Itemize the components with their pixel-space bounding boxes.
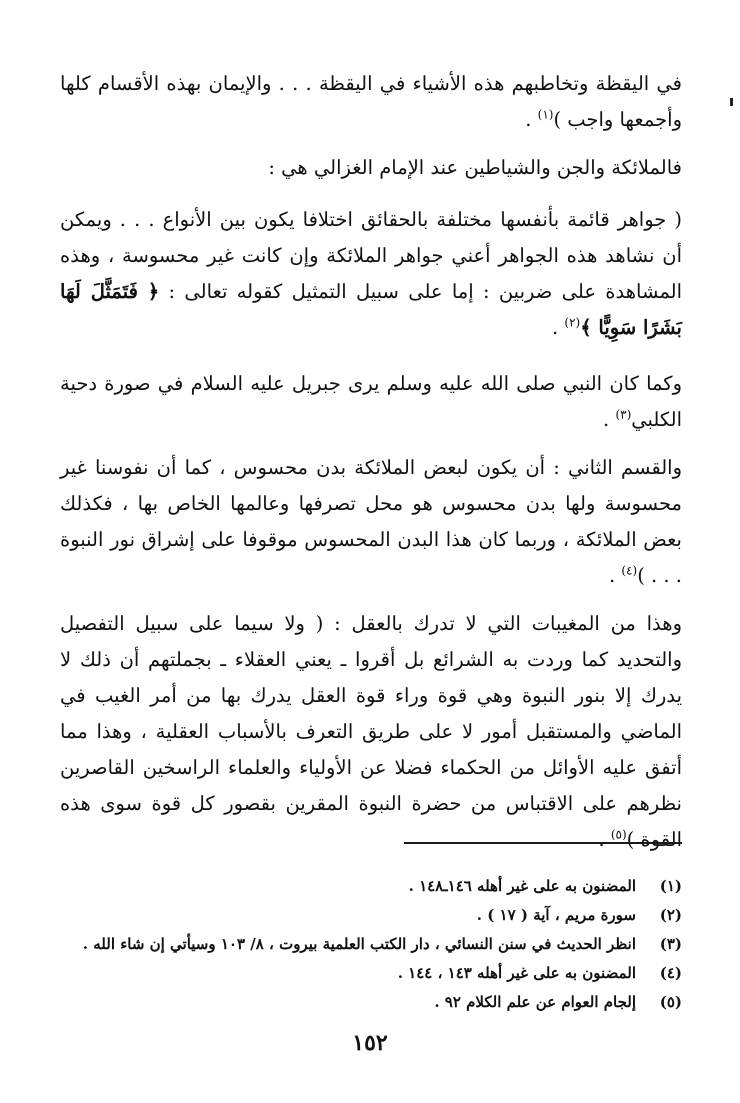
footnote-text: المضنون به على غير أهله ١٤٣ ، ١٤٤ . (397, 964, 636, 982)
footnote-item (42, 930, 682, 959)
footnote-number: (١) (659, 877, 682, 895)
footnote-number: (٢) (659, 906, 682, 924)
footnote-ref-5[interactable]: (٥) (610, 827, 627, 842)
footnote-text: سورة مريم ، آية ( ١٧ ) . (476, 906, 636, 924)
footnotes-list (42, 872, 682, 1017)
footnote-ref-2[interactable]: (٢) (564, 315, 581, 330)
footnote-ref-3[interactable]: (٣) (615, 407, 632, 422)
footnote-number: (٤) (659, 964, 682, 982)
paragraph-4: وكما كان النبي صلى الله عليه وسلم يرى جبريل عليه السلام في صورة دحية الكلبي$^{(٣)}$ . (60, 372, 682, 431)
footnote-item (42, 872, 682, 901)
paragraph-6: وهذا من المغيبات التي لا تدرك بالعقل : ( ولا سيما على سبيل التفصيل والتحديد كما وردت به الشرائع بل أقروا ـ يعني العقلاء ـ بجملتهم أن ذلك لا يدرك إلا بنور النبوة وهي قوة وراء قوة العقل يدرك بها من أمر الغيب في الماضي والمستقبل أمور لا على طريق التعرف بالأسباب العقلية ، وهذا مما أتفق عليه الأوائل من الحكماء فضلا عن الأولياء والعلماء الراسخين القاصرين نظرهم على الاقتباس من حضرة النبوة المقرين بقصور كل قوة سوى هذه القوة )$^{(٥)}$ . (60, 612, 682, 851)
footnote-divider (404, 842, 682, 844)
paragraph-1: في اليقظة وتخاطبهم هذه الأشياء في اليقظة . . . والإيمان بهذه الأقسام كلها وأجمعها واجب )$^{(١)}$ . (60, 72, 682, 131)
footnote-item (42, 988, 682, 1017)
scan-mark (730, 98, 733, 106)
footnote-number: (٣) (659, 935, 682, 953)
footnote-number: (٥) (659, 993, 682, 1011)
footnote-item (42, 959, 682, 988)
footnote-text: انظر الحديث في سنن النسائي ، دار الكتب العلمية بيروت ، ٨/ ١٠٣ وسيأتي إن شاء الله . (82, 935, 636, 953)
footnote-text: المضنون به على غير أهله ١٤٦ـ١٤٨ . (408, 877, 636, 895)
paragraph-2: فالملائكة والجن والشياطين عند الإمام الغزالي هي : (268, 156, 682, 179)
footnote-item (42, 901, 682, 930)
paragraph-3: ( جواهر قائمة بأنفسها مختلفة بالحقائق اختلافا يكون بين الأنواع . . . ويمكن أن نشاهد هذه الجواهر أعني جواهر الملائكة وإن كانت غير محسوسة ، وهذه المشاهدة على ضربين : إما على سبيل التمثيل كقوله تعالى : ﴿ فَتَمَثَّلَ لَهَا بَشَرًا سَوِيًّا ﴾$^{(٢)}$ . (60, 208, 682, 339)
quran-verse: ﴿ فَتَمَثَّلَ لَهَا بَشَرًا سَوِيًّا ﴾ (60, 280, 682, 339)
footnote-ref-1[interactable]: (١) (537, 107, 554, 122)
page-number: ١٥٢ (352, 1030, 388, 1056)
footnote-text: إلجام العوام عن علم الكلام ٩٢ . (434, 993, 636, 1011)
paragraph-5: والقسم الثاني : أن يكون لبعض الملائكة بدن محسوس ، كما أن نفوسنا غير محسوسة ولها بدن محسوس هو محل تصرفها وعالمها الخاص بها ، فكذلك بعض الملائكة ، وربما كان هذا البدن المحسوس موقوفا على إشراق نور النبوة . . . )$^{(٤)}$ . (60, 456, 682, 587)
footnote-ref-4[interactable]: (٤) (621, 563, 638, 578)
